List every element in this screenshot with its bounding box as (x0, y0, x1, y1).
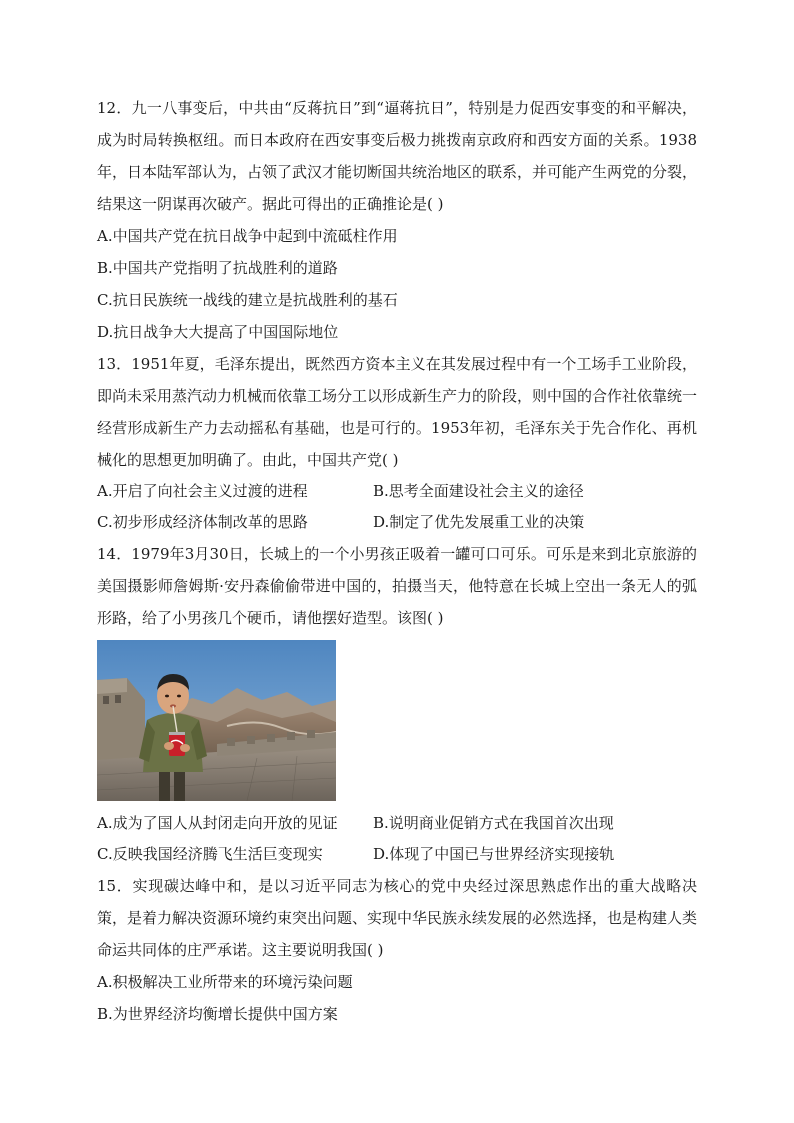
question-13-option-a[interactable]: A.开启了向社会主义过渡的进程 (97, 482, 308, 500)
question-12-option-a[interactable]: A.中国共产党在抗日战争中起到中流砥柱作用 (97, 227, 398, 245)
question-13-option-b[interactable]: B.思考全面建设社会主义的途径 (373, 482, 584, 500)
question-13-options-row-1 (97, 476, 697, 507)
question-14-stem: 14．1979年3月30日，长城上的一个小男孩正吸着一罐可口可乐。可乐是来到北京旅游的美国摄影师詹姆斯·安丹森偷偷带进中国的，拍摄当天，他特意在长城上空出一条无人的弧形路，给了小男孩几个硬币，请他摆好造型。该图( ) (97, 545, 697, 627)
question-13-option-c[interactable]: C.初步形成经济体制改革的思路 (97, 513, 308, 531)
question-15-stem: 15．实现碳达峰中和，是以习近平同志为核心的党中央经过深思熟虑作出的重大战略决策，是着力解决资源环境约束突出问题、实现中华民族永续发展的必然选择，也是构建人类命运共同体的庄严承诺。这主要说明我国( ) (97, 877, 698, 959)
question-12-stem: 12．九一八事变后，中共由“反蒋抗日”到“逼蒋抗日”，特别是力促西安事变的和平解决，成为时局转换枢纽。而日本政府在西安事变后极力挑拨南京政府和西安方面的关系。1938年，日本陆军部认为，占领了武汉才能切断国共统治地区的联系，并可能产生两党的分裂，结果这一阴谋再次破产。据此可得出的正确推论是( ) (97, 99, 698, 213)
question-15-option-b[interactable]: B.为世界经济均衡增长提供中国方案 (97, 1005, 338, 1023)
question-14-option-d[interactable]: D.体现了中国已与世界经济实现接轨 (373, 845, 615, 863)
great-wall-boy-coca-cola-photo (97, 640, 336, 801)
question-14-option-b[interactable]: B.说明商业促销方式在我国首次出现 (373, 814, 614, 832)
question-13-stem: 13．1951年夏，毛泽东提出，既然西方资本主义在其发展过程中有一个工场手工业阶段，即尚未采用蒸汽动力机械而依靠工场分工以形成新生产力的阶段，则中国的合作社依靠统一经营形成新生产力去动摇私有基础，也是可行的。1953年初，毛泽东关于先合作化、再机械化的思想更加明确了。由此，中国共产党( ) (97, 355, 698, 469)
question-14-options-row-1 (97, 808, 697, 839)
question-15 (97, 870, 697, 1030)
question-12-option-d[interactable]: D.抗日战争大大提高了中国国际地位 (97, 323, 339, 341)
question-15-option-a[interactable]: A.积极解决工业所带来的环境污染问题 (97, 973, 353, 991)
question-13-options-row-2 (97, 507, 697, 538)
question-12 (97, 92, 697, 348)
question-13 (97, 348, 697, 538)
question-14-option-c[interactable]: C.反映我国经济腾飞生活巨变现实 (97, 845, 323, 863)
exam-page (97, 92, 697, 1030)
question-14 (97, 538, 697, 870)
question-12-option-c[interactable]: C.抗日民族统一战线的建立是抗战胜利的基石 (97, 291, 398, 309)
question-14-option-a[interactable]: A.成为了国人从封闭走向开放的见证 (97, 814, 338, 832)
question-13-option-d[interactable]: D.制定了优先发展重工业的决策 (373, 513, 585, 531)
question-12-option-b[interactable]: B.中国共产党指明了抗战胜利的道路 (97, 259, 338, 277)
question-14-options-row-2 (97, 839, 697, 870)
